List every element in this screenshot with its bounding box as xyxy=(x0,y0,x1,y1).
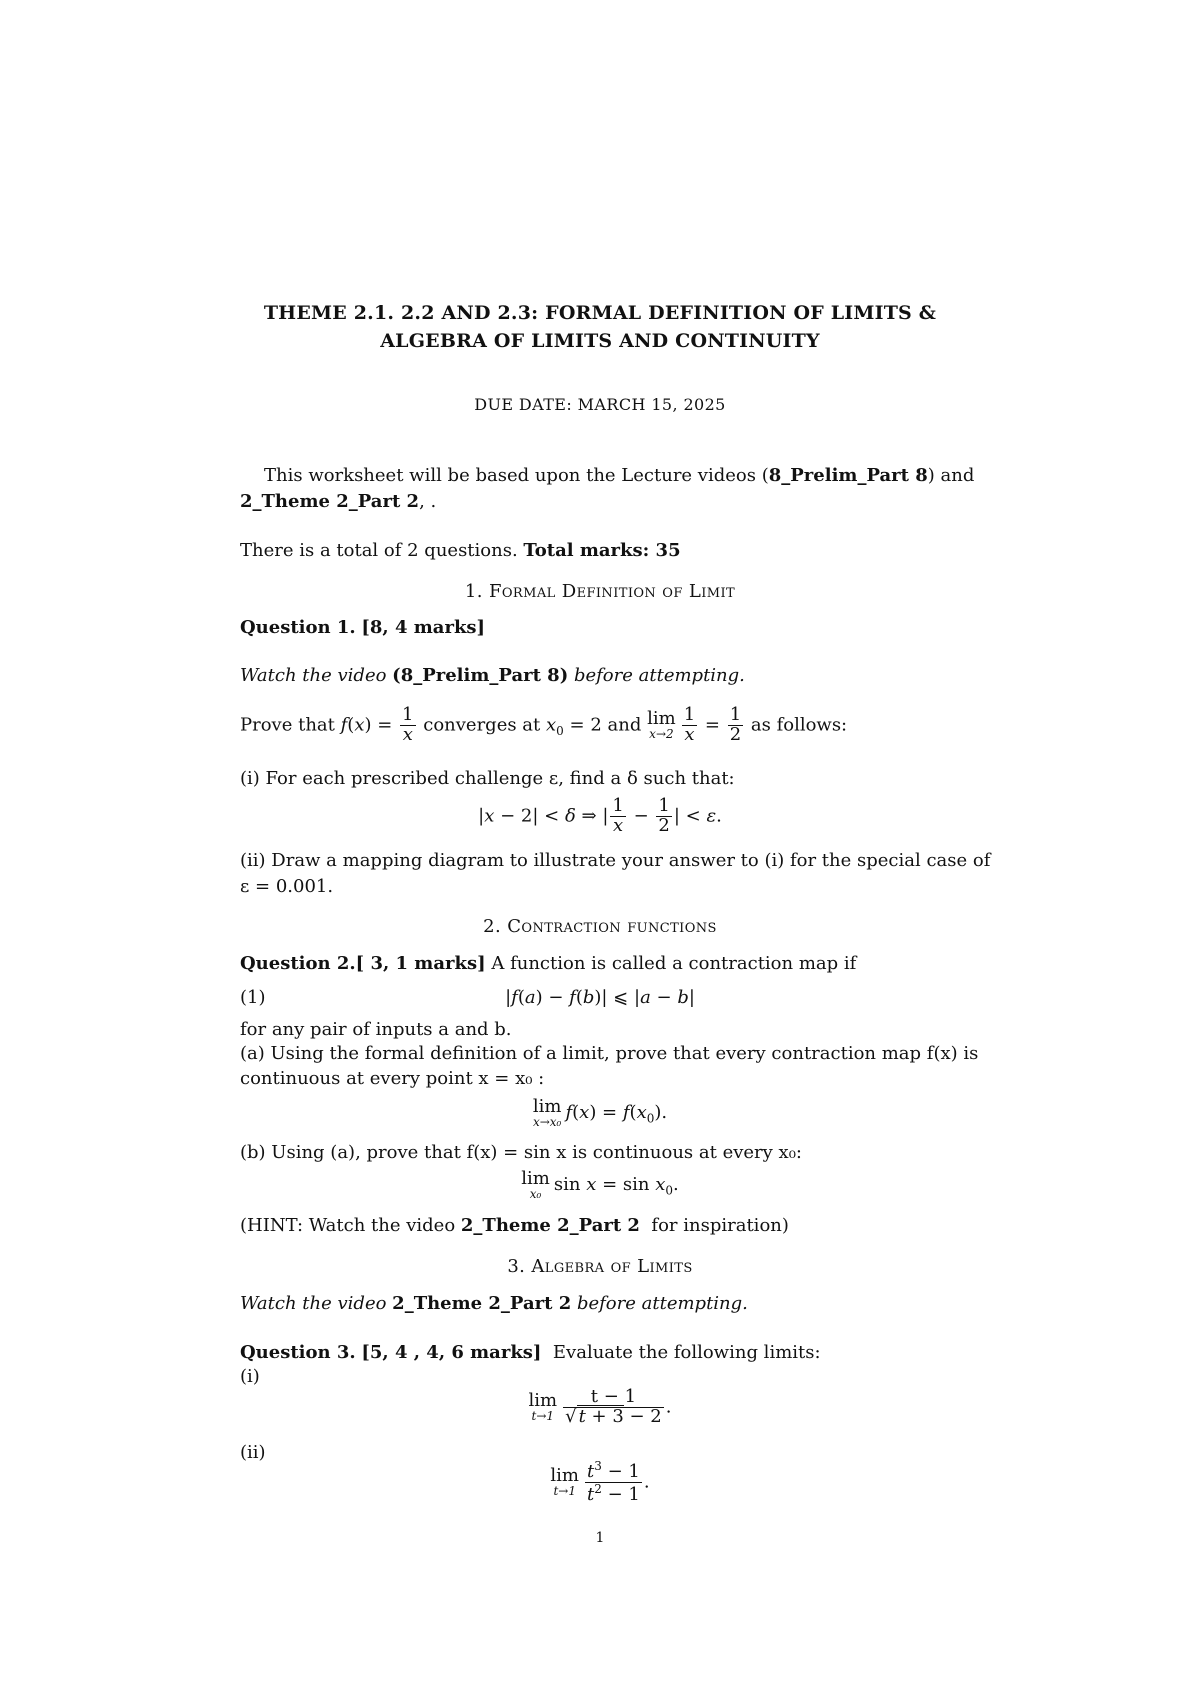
q1-part-i: (i) For each prescribed challenge ε, find a δ such that: xyxy=(240,768,735,789)
q1-watch-line: Watch the video (8_Prelim_Part 8) before attempting. xyxy=(240,665,745,686)
limit-x-to-2: lim x→2 xyxy=(647,708,676,742)
q2-hint: (HINT: Watch the video 2_Theme 2_Part 2 for inspiration) xyxy=(240,1215,789,1236)
fraction-one-over-x: $\frac{1}{x}$ xyxy=(402,704,414,745)
q2-equation-label: (1) xyxy=(240,987,266,1008)
due-date: DUE DATE: MARCH 15, 2025 xyxy=(474,395,726,414)
section-3-heading: 3. Algebra of Limits xyxy=(507,1256,693,1277)
q3-label-i: (i) xyxy=(240,1366,260,1387)
q1-epsilon-delta-equation: |x − 2| < δ ⇒ | $\frac{1}{x}$ − $\frac{1}{2}$ | < ε. xyxy=(478,795,722,836)
question-1-heading: Question 1. [8, 4 marks] xyxy=(240,617,486,638)
q2-limit-equation-b: lim x₀ $\sin x = \sin x_0$. xyxy=(521,1168,679,1201)
q2-part-b: (b) Using (a), prove that f(x) = sin x is continuous at every x₀: xyxy=(240,1142,802,1163)
s3-watch-line: Watch the video 2_Theme 2_Part 2 before attempting. xyxy=(240,1293,748,1314)
page-number: 1 xyxy=(595,1530,605,1546)
q3-limit-ii: lim t→1 $\frac{t^3 - 1}{t^2 - 1}$ . xyxy=(550,1459,650,1505)
q1-part-ii-line-2: ε = 0.001. xyxy=(240,876,334,897)
q1-prove-line: Prove that f(x) = $\frac{1}{x}$ converges at $x_0 = 2$ and lim x→2 $\frac{1}{x}$ = $\frac{1}{2}$ as follows: xyxy=(240,704,848,745)
question-3-heading: Question 3. [5, 4 , 4, 6 marks] Evaluate the following limits: xyxy=(240,1342,821,1363)
section-1-heading: 1. Formal Definition of Limit xyxy=(464,581,736,602)
title-line-1: THEME 2.1. 2.2 AND 2.3: FORMAL DEFINITION OF LIMITS & xyxy=(263,302,937,324)
section-2-heading: 2. Contraction functions xyxy=(483,916,717,937)
q2-part-a-line-2: continuous at every point x = x₀ : xyxy=(240,1068,545,1089)
q2-contraction-equation: |f(a) − f(b)| ⩽ |a − b| xyxy=(505,987,695,1008)
q2-limit-equation-a: lim x→x₀ $f(x) = f(x_0)$. xyxy=(532,1096,668,1129)
intro-line-2: 2_Theme 2_Part 2, . xyxy=(240,491,437,512)
title-line-2: ALGEBRA OF LIMITS AND CONTINUITY xyxy=(380,330,820,352)
question-2-heading: Question 2.[ 3, 1 marks] A function is called a contraction map if xyxy=(240,953,857,974)
q2-part-a-line-1: (a) Using the formal definition of a limit, prove that every contraction map f(x) is xyxy=(240,1043,979,1064)
q1-part-ii-line-1: (ii) Draw a mapping diagram to illustrate your answer to (i) for the special case of xyxy=(240,850,991,871)
q2-pair-line: for any pair of inputs a and b. xyxy=(240,1019,512,1040)
q3-limit-i: lim t→1 $\frac{t - 1}{√ t + 3 - 2}$ . xyxy=(528,1386,672,1427)
q3-label-ii: (ii) xyxy=(240,1442,266,1463)
intro-line-1: This worksheet will be based upon the Lecture videos (8_Prelim_Part 8) and xyxy=(264,465,975,486)
total-marks-line: There is a total of 2 questions. Total marks: 35 xyxy=(240,540,681,561)
